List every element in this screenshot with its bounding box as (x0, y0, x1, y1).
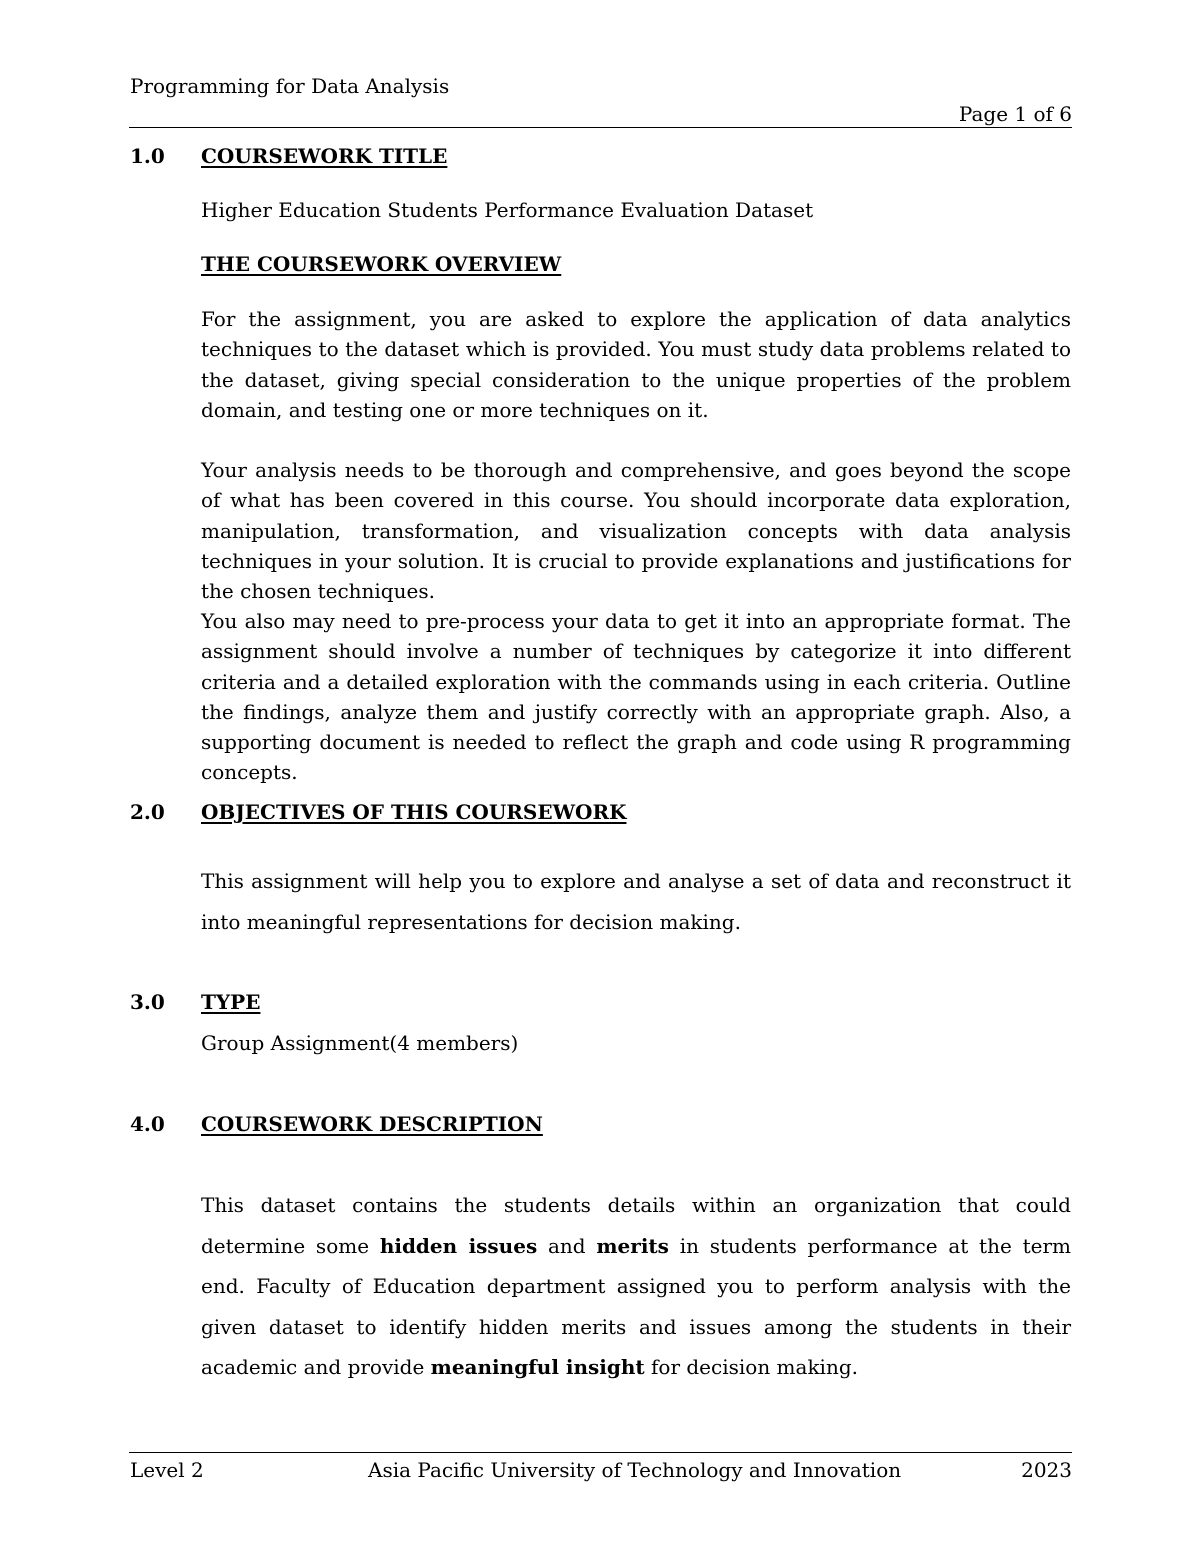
emphasis-meaningful-insight: meaningful insight (430, 1355, 645, 1379)
assignment-type: Group Assignment(4 members) (201, 1031, 519, 1055)
section-4-number: 4.0 (130, 1112, 165, 1136)
overview-paragraph-3: You also may need to pre-process your data to get it into an appropriate format. The assignment should involve a number of techniques by categorize it into different criteria and a detailed exploration with the commands using in each criteria. Outline the findings, analyze them and justify correctly with an appropriate graph. Also, a supporting document is needed to reflect the graph and code using R programming concepts. (201, 609, 1071, 785)
section-3-title: TYPE (201, 990, 261, 1014)
overview-paragraph-2: Your analysis needs to be thorough and comprehensive, and goes beyond the scope of what has been covered in this course. You should incorporate data exploration, manipulation, transformation, and visualization concepts with data analysis techniques in your solution. It is crucial to provide explanations and justifications for the chosen techniques. (201, 458, 1071, 604)
section-2-number: 2.0 (130, 800, 165, 824)
footer-university: Asia Pacific University of Technology and Innovation (368, 1458, 902, 1482)
description-paragraph (201, 1185, 1071, 1388)
emphasis-hidden-issues: hidden issues (379, 1233, 538, 1258)
description-text-1: This dataset contains the students details within an organization that could determine some (201, 1193, 1071, 1258)
overview-paragraph-1: For the assignment, you are asked to explore the application of data analytics techniques to the dataset which is provided. You must study data problems related to the dataset, giving special consideration to the unique properties of the problem domain, and testing one or more techniques on it. (201, 307, 1071, 422)
description-text-3: in students performance at the term end. Faculty of Education department assigned you to perform analysis with the given dataset to identify hidden merits and issues among the students in their academic and provide (201, 1233, 1071, 1379)
footer-year: 2023 (1021, 1458, 1072, 1482)
objectives-paragraph: This assignment will help you to explore and analyse a set of data and reconstruct it into meaningful representations for decision making. (201, 869, 1071, 934)
section-4-title: COURSEWORK DESCRIPTION (201, 1112, 543, 1136)
section-1-number: 1.0 (130, 144, 165, 168)
description-text-2: and (537, 1233, 597, 1258)
header-divider (129, 127, 1072, 128)
section-3-number: 3.0 (130, 990, 165, 1014)
emphasis-merits: merits (596, 1233, 669, 1258)
footer-divider (129, 1452, 1072, 1453)
section-1-title: COURSEWORK TITLE (201, 144, 448, 168)
section-2-title: OBJECTIVES OF THIS COURSEWORK (201, 800, 627, 824)
description-text-4: for decision making. (644, 1355, 858, 1379)
header-course-title: Programming for Data Analysis (130, 74, 450, 98)
overview-title: THE COURSEWORK OVERVIEW (201, 252, 562, 276)
header-page-number: Page 1 of 6 (958, 102, 1072, 126)
coursework-subtitle: Higher Education Students Performance Evaluation Dataset (201, 198, 814, 222)
footer-level: Level 2 (130, 1458, 204, 1482)
